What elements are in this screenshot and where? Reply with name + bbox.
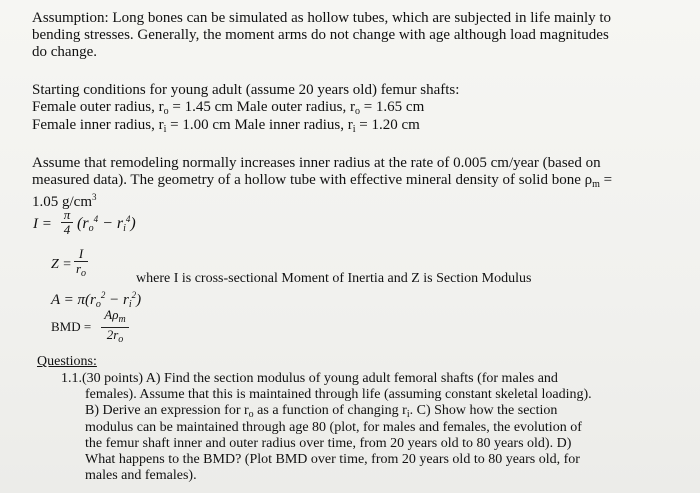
remodel-line-2-text: measured data). The geometry of a hollow tube with effective mineral density of solid bone ρ xyxy=(32,172,593,188)
eq-BMD-lhs: BMD = xyxy=(51,319,92,334)
question-line-2: females). Assume that this is maintained through life (assuming constant skeletal loading). xyxy=(85,387,592,402)
female-outer-value: = 1.45 cm Male outer radius, r xyxy=(168,99,355,115)
sub-o: o xyxy=(88,223,94,234)
eq-BMD-den: $2r_o$ xyxy=(106,327,124,345)
sub-m: m xyxy=(592,179,600,190)
question-line-1: 1.1.(30 points) A) Find the section modulus of young adult femoral shafts (for males and xyxy=(61,371,558,386)
sup-2: 2 xyxy=(131,290,137,300)
eq-A-mid: − r xyxy=(105,292,129,308)
eq-Z-den: $r_o$ xyxy=(75,261,87,279)
starting-heading: Starting conditions for young adult (assume 20 years old) femur shafts: xyxy=(32,82,460,98)
eq-BMD-fraction xyxy=(101,309,129,346)
equation-moment-of-inertia xyxy=(33,216,52,233)
eq-BMD-num: $A\rho_m$ xyxy=(104,307,126,325)
question-line-4: modulus can be maintained through age 80 (plot, for males and females, the evolution of xyxy=(85,420,582,435)
eq-A-close: ) xyxy=(136,292,142,308)
eq-I-num: π xyxy=(63,207,71,222)
equation-section-modulus xyxy=(51,257,72,273)
female-inner-value: = 1.00 cm Male inner radius, r xyxy=(166,117,353,133)
eq-A-open: A = π(r xyxy=(51,292,96,308)
male-outer-value: = 1.65 cm xyxy=(359,99,425,115)
sub-i: i xyxy=(128,299,132,310)
eq-Z-fraction xyxy=(74,248,88,280)
eq-I-fraction xyxy=(61,209,73,236)
sub-o: o xyxy=(163,106,169,117)
eq-I-rhs-open: (r xyxy=(77,215,89,232)
assumption-line-2: bending stresses. Generally, the moment arms do not change with age although load magnitudes xyxy=(32,27,609,43)
eq-Z-lhs: Z = xyxy=(51,257,72,272)
remodel-line-1: Assume that remodeling normally increases inner radius at the rate of 0.005 cm/year (based on xyxy=(32,155,601,171)
sub-o: o xyxy=(354,106,360,117)
eq-I-rhs-mid: − r xyxy=(98,215,124,232)
remodel-line-2-end: = xyxy=(599,172,613,188)
sub-i: i xyxy=(352,124,356,135)
female-inner-label: Female inner radius, r xyxy=(32,117,164,133)
sup-4: 4 xyxy=(93,214,99,224)
eq-I-den: 4 xyxy=(63,222,71,237)
assumption-line-3: do change. xyxy=(32,44,97,60)
eq-Z-num: I xyxy=(78,246,84,261)
eq-I-rhs-close: ) xyxy=(130,215,136,232)
question-line-5: the femur shaft inner and outer radius over time, from 20 years old to 80 years old). D) xyxy=(85,436,572,451)
male-inner-value: = 1.20 cm xyxy=(355,117,420,133)
density-value: 1.05 g/cm xyxy=(32,194,92,210)
inner-radius-line xyxy=(32,117,420,138)
equation-area xyxy=(51,290,141,310)
sup-3: 3 xyxy=(92,192,97,202)
sub-i: i xyxy=(163,124,167,135)
question-line-6: What happens to the BMD? (Plot BMD over time, from 20 years old to 80 years old, for xyxy=(85,452,580,467)
question-line-7: males and females). xyxy=(85,468,197,483)
eq-I-lhs: I = xyxy=(33,216,52,232)
female-outer-label: Female outer radius, r xyxy=(32,99,164,115)
assumption-line-1: Assumption: Long bones can be simulated as hollow tubes, which are subjected in life mainly to xyxy=(32,10,612,26)
sub-o: o xyxy=(95,299,101,310)
questions-heading: Questions: xyxy=(37,354,97,369)
eq-I-rhs xyxy=(77,214,136,234)
where-note: where I is cross-sectional Moment of Inertia and Z is Section Modulus xyxy=(136,271,532,286)
sub-i: i xyxy=(123,223,126,234)
equation-bmd xyxy=(51,319,91,335)
question-line-3: B) Derive an expression for $r_o$ as a function of changing $r_i$. C) Show how the section xyxy=(85,403,558,420)
remodel-line-2 xyxy=(32,172,612,193)
sup-2: 2 xyxy=(100,290,106,300)
sup-4: 4 xyxy=(125,214,131,224)
